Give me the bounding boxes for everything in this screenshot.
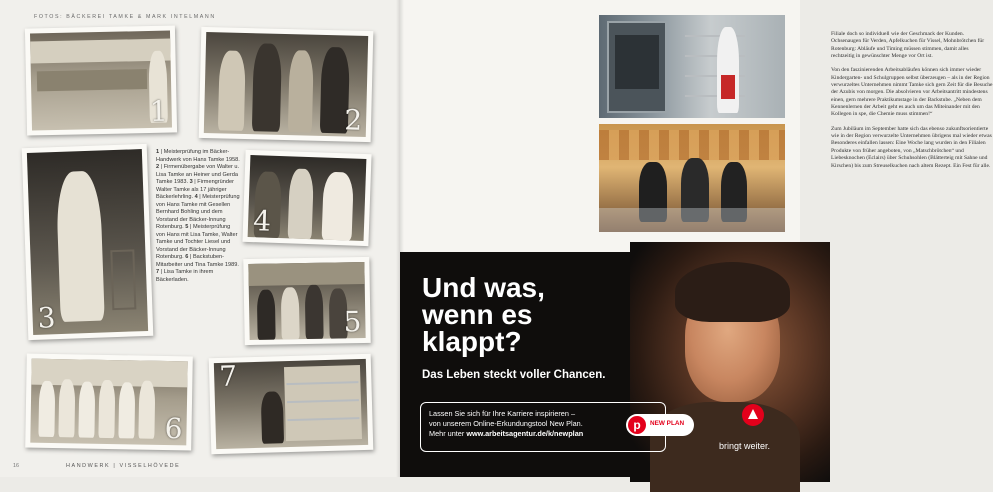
ad-portrait-hair	[675, 262, 790, 322]
ad-headline	[422, 274, 545, 355]
photo-4	[242, 150, 371, 246]
ad-cta-line-1: Lassen Sie sich für Ihre Karriere inspirieren –	[429, 409, 576, 418]
caption-2: 2 | Firmenübergabe von Walter u. Lisa Tamke an Heiner und Gerda Tamke 1983.	[156, 164, 240, 185]
photo-3	[22, 144, 154, 340]
photo-bakery-oven	[599, 15, 785, 118]
photo-7	[209, 354, 374, 454]
photo-1	[25, 25, 177, 135]
left-page	[0, 0, 400, 477]
arbeitsagentur-ad	[400, 252, 800, 477]
page-number: 16	[13, 463, 19, 469]
photo-bakery-team	[599, 124, 785, 232]
ad-headline-line-3: klappt?	[422, 326, 522, 357]
ad-cta-line-2: von unserem Online-Erkundungstool New Plan.	[429, 419, 583, 428]
photo-number-4: 4	[252, 204, 272, 238]
ad-headline-line-1: Und was,	[422, 272, 545, 303]
arbeitsagentur-logo-icon	[742, 404, 764, 426]
photo-number-7: 7	[218, 359, 238, 393]
article-text	[831, 31, 993, 177]
photo-2	[199, 27, 374, 142]
ad-headline-line-2: wenn es	[422, 299, 533, 330]
ad-cta-line-3: Mehr unter www.arbeitsagentur.de/k/newplan	[429, 429, 584, 438]
photo-number-5: 5	[343, 305, 362, 339]
new-plan-label: NEW PLAN	[650, 420, 685, 427]
caption-7: 7 | Lisa Tamke in ihrem Bäckerladen.	[156, 269, 214, 283]
article-paragraph-1: Filiale doch so individuell wie der Geschmack der Kunden. Ochsenaugen für Verden, Apfelkuchen für Vissel, Mohnbrötchen für Rotenburg: Abläufe und Timing müssen stimmen, damit alles rechtzeitig in gewünschter Menge vor Ort ist.	[831, 31, 985, 60]
caption-5: 5 | Meisterprüfung von Hans mit Lisa Tamke, Walter Tamke und Tochter Liesel und Vorstand der Bäcker-Innung Rotenburg.	[156, 224, 238, 260]
caption-1: 1 | Meisterprüfung im Bäcker-Handwerk von Hans Tamke 1958.	[156, 149, 240, 163]
photo-number-6: 6	[164, 411, 183, 446]
photo-captions	[156, 149, 240, 284]
photo-number-2: 2	[343, 103, 363, 137]
page-footer: HANDWERK | VISSELHÖVEDE	[66, 463, 181, 469]
caption-3: 3 | Firmengründer Walter Tamke als 17 jähriger Bäckerlehrling.	[156, 179, 234, 200]
caption-4: 4 | Meisterprüfung von Hans Tamke mit Gesellen Bernhard Bohling und dem Vorstand der Bäcker-Innung Rotenburg.	[156, 194, 240, 230]
ad-slogan: bringt weiter.	[719, 441, 771, 451]
photo-6	[25, 354, 193, 451]
article-paragraph-2: Von den faszinierenden Arbeitsabläufen können sich immer wieder Kindergarten- und Schulgruppen selbst überzeugen – als in der Region verwurzeltes Unternehmen nimmt Tamke sich gern Zeit für die Besuche der Azubis von morgen. Die absolvieren vor Arbeitsantritt mindestens einen, gern mehrere Praktikumstage in der Backstube. „Neben dem Kennenlernen der Arbeit geht es auch um das Miteinander mit den Kollegen in spe, die Chemie muss stimmen!“	[831, 67, 993, 118]
new-plan-badge[interactable]	[626, 414, 694, 436]
photo-number-3: 3	[37, 301, 57, 335]
photo-credit: FOTOS: BÄCKEREI TAMKE & MARK INTELMANN	[34, 14, 216, 20]
article-paragraph-3: Zum Jubiläum im September hatte sich das ebenso zukunftsorientierte wie in der Region verwurzelte Unternehmen übrigens mal wieder etwas Besonderes einfallen lassen: Eine Woche lang wurden in den Filialen Produkte von früher angeboten, von „Matschbrötchen“ und Liebesknochen (Eclairs) über Schuhsohlen (Blätterteig mit Sahne und Kirschen) bis zum Streuselkuchen nach altem Rezept. Ein Fest für alle.	[831, 125, 992, 169]
photo-5	[243, 257, 370, 345]
photo-number-1: 1	[149, 94, 169, 128]
ad-url-link[interactable]: www.arbeitsagentur.de/k/newplan	[466, 429, 584, 438]
new-plan-logo-icon: p	[628, 416, 646, 434]
ad-subline: Das Leben steckt voller Chancen.	[422, 369, 606, 381]
caption-6: 6 | Backstuben-Mitarbeiter und Tina Tamke 1989.	[156, 254, 239, 268]
